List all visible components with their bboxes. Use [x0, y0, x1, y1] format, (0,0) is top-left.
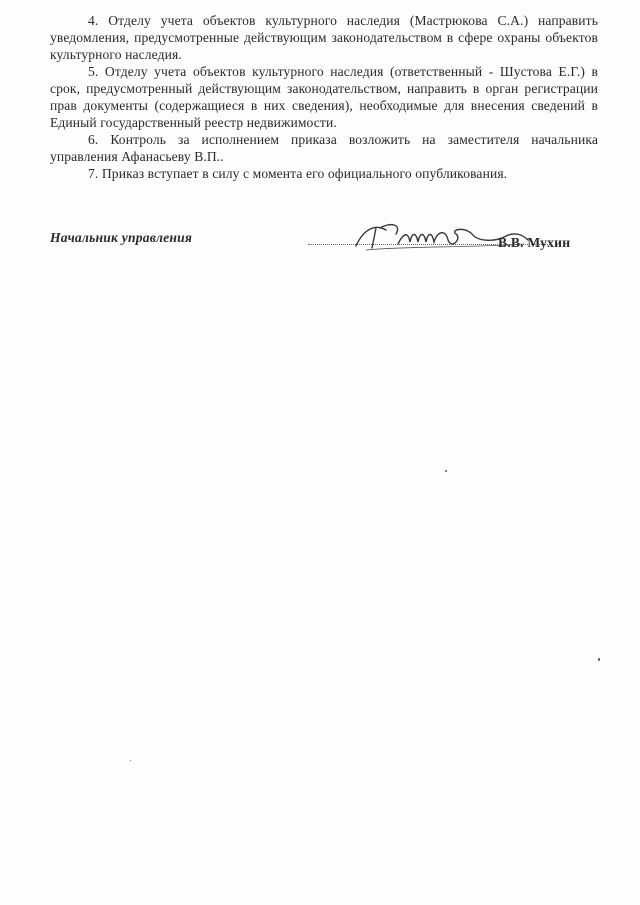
- paragraph-4: 4. Отделу учета объектов культурного наследия (Мастрюкова С.А.) направить уведомления, предусмотренные действующим законодательством в сфере охраны объектов культурного наследия.: [50, 13, 598, 62]
- document-body: [50, 12, 598, 182]
- scan-speck: [445, 470, 447, 472]
- signatory-name: В.В. Мухин: [498, 235, 571, 250]
- scan-speck: [130, 760, 131, 761]
- signature-block: [50, 226, 598, 256]
- paragraph-7: 7. Приказ вступает в силу с момента его официального опубликования.: [88, 166, 508, 181]
- paragraph-6: 6. Контроль за исполнением приказа возложить на заместителя начальника управления Афанасьеву В.П..: [50, 132, 598, 164]
- scan-speck: [598, 658, 600, 661]
- paragraph-5: 5. Отделу учета объектов культурного наследия (ответственный - Шустова Е.Г.) в срок, предусмотренный действующим законодательством, направить в орган регистрации прав документы (содержащиеся в них сведения), необходимые для внесения сведений в Единый государственный реестр недвижимости.: [50, 64, 598, 130]
- signatory-title: Начальник управления: [50, 230, 193, 245]
